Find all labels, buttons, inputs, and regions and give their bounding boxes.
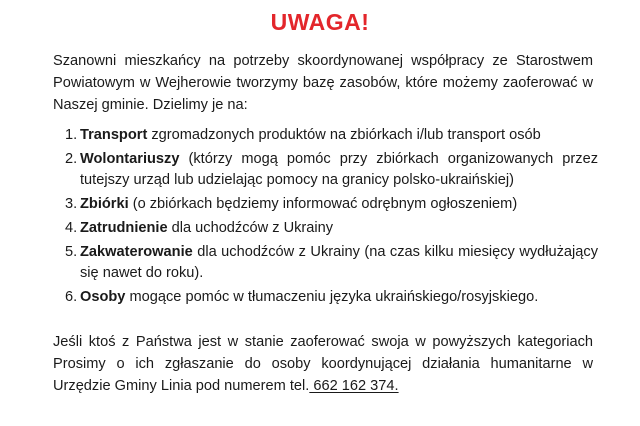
list-item-text: mogące pomóc w tłumaczeniu języka ukraińskiego/rosyjskiego. [125,289,539,305]
list-item-text: dla uchodźców z Ukrainy [167,220,334,236]
list-item-number: 1. [65,127,78,143]
list-item-text: (którzy mogą pomóc przy zbiórkach organizowanych przez tutejszy urząd lub udzielając pomocy na granicy polsko-ukraińskiej) [80,151,598,188]
list-item-transport [53,125,598,146]
list-item-text: dla uchodźców z Ukrainy (na czas kilku miesięcy wydłużający się nawet do roku). [80,244,598,281]
outro-paragraph [53,331,593,397]
list-item-heading: Transport [80,127,148,143]
list-item-number: 4. [65,220,78,236]
list-item-volunteers [53,149,598,191]
list-item-heading: Zatrudnienie [80,220,168,236]
intro-paragraph: Szanowni mieszkańcy na potrzeby skoordynowanej współpracy ze Starostwem Powiatowym w Wejherowie tworzymy bazę zasobów, które możemy zaoferować w Naszej gminie. Dzielimy je na: [53,53,593,113]
list-item-heading: Wolontariuszy [80,151,180,167]
list-item-text: (o zbiórkach będziemy informować odrębnym ogłoszeniem) [128,196,518,212]
phone-number: 662 162 374. [309,378,399,394]
list-item-employment [53,218,598,239]
notice-title: UWAGA! [270,9,370,35]
list-item-heading: Osoby [80,289,126,305]
list-item-heading: Zakwaterowanie [80,244,193,260]
list-item-accommodation [53,242,598,284]
list-item-number: 5. [65,244,78,260]
list-item-collections [53,194,598,215]
resource-list [53,125,598,311]
list-item-number: 6. [65,289,78,305]
list-item-translators [53,287,598,308]
list-item-heading: Zbiórki [80,196,129,212]
outro-text: Jeśli ktoś z Państwa jest w stanie zaoferować swoja w powyższych kategoriach Prosimy o ich zgłaszanie do osoby koordynującej działania humanitarne w Urzędzie Gminy Linia pod numerem tel. [53,334,593,394]
list-item-number: 2. [65,151,78,167]
list-item-text: zgromadzonych produktów na zbiórkach i/lub transport osób [147,127,541,143]
list-item-number: 3. [65,196,78,212]
